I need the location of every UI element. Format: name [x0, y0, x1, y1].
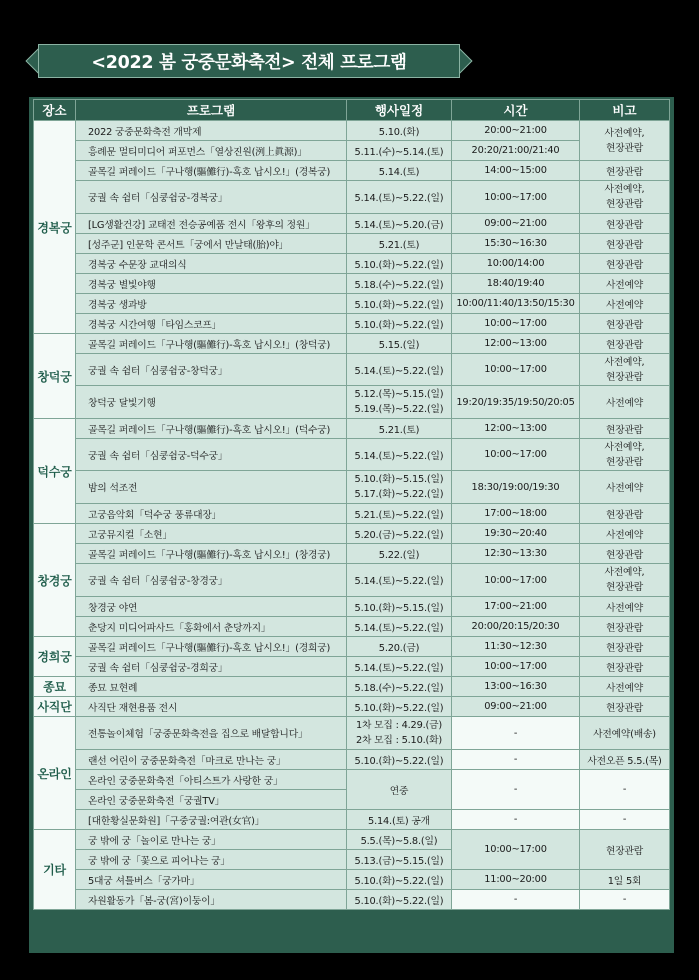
- time-cell: 20:20/21:00/21:40: [452, 141, 580, 161]
- program-cell: 자원활동가「봄-궁(宮)이둥이」: [76, 890, 347, 910]
- program-cell: 골목길 퍼레이드「구나행(驅儺行)-흑호 납시오!」(창덕궁): [76, 334, 347, 354]
- time-cell: 10:00~17:00: [452, 564, 580, 597]
- note-cell: 사전예약: [580, 294, 670, 314]
- date-cell: 5.15.(일): [347, 334, 452, 354]
- note-line: 현장관람: [605, 456, 644, 468]
- table-row: [34, 334, 670, 354]
- program-cell: 전통놀이체험「궁중문화축전을 집으로 배달합니다」: [76, 717, 347, 750]
- date-cell: 5.18.(수)~5.22.(일): [347, 274, 452, 294]
- note-cell: 현장관람: [580, 544, 670, 564]
- time-cell: -: [452, 750, 580, 770]
- date-cell: 5.10.(화)~5.15.(일): [347, 597, 452, 617]
- note-cell: 현장관람: [580, 637, 670, 657]
- note-cell: 사전예약: [580, 386, 670, 419]
- table-row: [34, 830, 670, 850]
- date-cell: 5.20.(금)~5.22.(일): [347, 524, 452, 544]
- time-cell: 13:00~16:30: [452, 677, 580, 697]
- header-note: 비고: [580, 100, 670, 121]
- time-cell: 18:30/19:00/19:30: [452, 471, 580, 504]
- date-cell: 5.14.(토): [347, 161, 452, 181]
- time-cell: 19:20/19:35/19:50/20:05: [452, 386, 580, 419]
- venue-deoksugung: 덕수궁: [34, 419, 76, 524]
- header-date: 행사일정: [347, 100, 452, 121]
- program-cell: 경복궁 생과방: [76, 294, 347, 314]
- date-cell: 5.22.(일): [347, 544, 452, 564]
- table-row: [34, 181, 670, 214]
- program-cell: 고궁음악회「덕수궁 풍류대장」: [76, 504, 347, 524]
- time-cell: 11:00~20:00: [452, 870, 580, 890]
- date-cell: 5.14.(토)~5.22.(일): [347, 564, 452, 597]
- time-cell: 17:00~18:00: [452, 504, 580, 524]
- note-cell: 현장관람: [580, 419, 670, 439]
- note-cell: 사전예약: [580, 524, 670, 544]
- note-line: 현장관람: [605, 199, 644, 210]
- table-row: [34, 439, 670, 471]
- program-cell: 궁궐 속 쉼터「심쿵쉼궁-창덕궁」: [76, 354, 347, 386]
- note-line: 사전예약,: [604, 184, 645, 195]
- table-row: [34, 750, 670, 770]
- program-cell: 궁 밖에 궁「놀이로 만나는 궁」: [76, 830, 347, 850]
- program-cell: 궁궐 속 쉼터「심쿵쉼궁-경희궁」: [76, 657, 347, 677]
- time-cell: 12:00~13:00: [452, 419, 580, 439]
- date-cell: [347, 386, 452, 419]
- program-cell: 흥례문 멀티미디어 퍼포먼스「열상진원(洌上眞源)」: [76, 141, 347, 161]
- note-cell: 현장관람: [580, 697, 670, 717]
- time-cell: 15:30~16:30: [452, 234, 580, 254]
- note-cell: [580, 181, 670, 214]
- table-row: [34, 121, 670, 141]
- note-line: 현장관람: [605, 371, 644, 383]
- program-cell: 랜선 어린이 궁중문화축전「마크로 만나는 궁」: [76, 750, 347, 770]
- note-cell: [580, 121, 670, 161]
- note-cell: 사전예약: [580, 471, 670, 504]
- header-program: 프로그램: [76, 100, 347, 121]
- venue-etc: 기타: [34, 830, 76, 910]
- program-cell: 골목길 퍼레이드「구나행(驅儺行)-흑호 납시오!」(경희궁): [76, 637, 347, 657]
- program-cell: 경복궁 시간여행「타임스코프」: [76, 314, 347, 334]
- date-cell: 5.14.(토) 공개: [347, 810, 452, 830]
- time-cell: 09:00~21:00: [452, 214, 580, 234]
- table-row: [34, 161, 670, 181]
- time-cell: 10:00~17:00: [452, 439, 580, 471]
- venue-jongmyo: 종묘: [34, 677, 76, 697]
- date-cell: 5.20.(금): [347, 637, 452, 657]
- table-row: [34, 544, 670, 564]
- table-row: [34, 524, 670, 544]
- note-cell: 현장관람: [580, 617, 670, 637]
- note-cell: [580, 564, 670, 597]
- program-cell: 골목길 퍼레이드「구나행(驅儺行)-흑호 납시오!」(경복궁): [76, 161, 347, 181]
- program-cell: 궁궐 속 쉼터「심쿵쉼궁-경복궁」: [76, 181, 347, 214]
- venue-sajikdan: 사직단: [34, 697, 76, 717]
- table-row: [34, 770, 670, 790]
- time-cell: 12:30~13:30: [452, 544, 580, 564]
- program-cell: 5대궁 셔틀버스「궁가마」: [76, 870, 347, 890]
- date-line: 5.19.(목)~5.22.(일): [354, 404, 444, 415]
- time-cell: 10:00/11:40/13:50/15:30: [452, 294, 580, 314]
- venue-gyeonghuigung: 경희궁: [34, 637, 76, 677]
- date-line: 1차 모집 : 4.29.(금): [355, 720, 443, 731]
- table-row: [34, 870, 670, 890]
- table-row: [34, 234, 670, 254]
- date-cell: 5.14.(토)~5.22.(일): [347, 439, 452, 471]
- venue-changdeokgung: 창덕궁: [34, 334, 76, 419]
- note-cell: 사전예약: [580, 274, 670, 294]
- date-cell: 5.5.(목)~5.8.(일): [347, 830, 452, 850]
- title-banner: [30, 44, 468, 78]
- table-row: [34, 890, 670, 910]
- note-cell: 현장관람: [580, 830, 670, 870]
- table-row: [34, 419, 670, 439]
- date-cell: 5.14.(토)~5.22.(일): [347, 657, 452, 677]
- table-row: [34, 471, 670, 504]
- note-cell: 사전오픈 5.5.(목): [580, 750, 670, 770]
- time-cell: -: [452, 810, 580, 830]
- time-cell: 14:00~15:00: [452, 161, 580, 181]
- table-row: [34, 141, 670, 161]
- table-row: [34, 597, 670, 617]
- table-row: [34, 354, 670, 386]
- date-cell: 5.10.(화)~5.22.(일): [347, 314, 452, 334]
- program-cell: [대한황실문화원]「구중궁궐:여관(女官)」: [76, 810, 347, 830]
- note-cell: 사전예약(배송): [580, 717, 670, 750]
- table-row: [34, 504, 670, 524]
- date-cell: 5.10.(화)~5.22.(일): [347, 870, 452, 890]
- program-table-frame: [29, 97, 674, 953]
- page-title: <2022 봄 궁중문화축전> 전체 프로그램: [38, 44, 460, 78]
- note-cell: 현장관람: [580, 161, 670, 181]
- table-row: [34, 386, 670, 419]
- note-cell: [580, 354, 670, 386]
- time-cell: 12:00~13:00: [452, 334, 580, 354]
- header-time: 시간: [452, 100, 580, 121]
- program-cell: 온라인 궁중문화축전「궁궐TV」: [76, 790, 347, 810]
- time-cell: 20:00~21:00: [452, 121, 580, 141]
- program-cell: 경복궁 수문장 교대의식: [76, 254, 347, 274]
- note-cell: 1일 5회: [580, 870, 670, 890]
- date-cell: 5.10.(화)~5.22.(일): [347, 890, 452, 910]
- program-cell: 사직단 재현용품 전시: [76, 697, 347, 717]
- table-row: [34, 214, 670, 234]
- table-row: [34, 657, 670, 677]
- time-cell: 18:40/19:40: [452, 274, 580, 294]
- note-cell: 현장관람: [580, 254, 670, 274]
- program-cell: 창덕궁 달빛기행: [76, 386, 347, 419]
- note-line: 사전예약,: [604, 567, 645, 578]
- time-cell: 11:30~12:30: [452, 637, 580, 657]
- venue-changgyeonggung: 창경궁: [34, 524, 76, 637]
- date-cell: 5.11.(수)~5.14.(토): [347, 141, 452, 161]
- time-cell: -: [452, 717, 580, 750]
- note-cell: -: [580, 890, 670, 910]
- program-cell: 골목길 퍼레이드「구나행(驅儺行)-흑호 납시오!」(덕수궁): [76, 419, 347, 439]
- note-cell: 현장관람: [580, 657, 670, 677]
- time-cell: 09:00~21:00: [452, 697, 580, 717]
- program-cell: 궁궐 속 쉼터「심쿵쉼궁-창경궁」: [76, 564, 347, 597]
- program-cell: [성주군] 인문학 콘서트「궁에서 만날태(胎)야」: [76, 234, 347, 254]
- note-cell: 현장관람: [580, 334, 670, 354]
- date-line: 5.10.(화)~5.15.(일): [354, 474, 444, 485]
- date-cell: 5.10.(화): [347, 121, 452, 141]
- note-cell: 사전예약: [580, 677, 670, 697]
- date-line: 2차 모집 : 5.10.(화): [355, 735, 443, 746]
- date-cell: 5.10.(화)~5.22.(일): [347, 254, 452, 274]
- date-line: 5.12.(목)~5.15.(일): [354, 389, 444, 400]
- venue-online: 온라인: [34, 717, 76, 830]
- note-line: 사전예약,: [604, 127, 645, 139]
- program-table: [33, 99, 670, 910]
- program-cell: 2022 궁중문화축전 개막제: [76, 121, 347, 141]
- note-cell: 현장관람: [580, 234, 670, 254]
- date-cell: 연중: [347, 770, 452, 810]
- date-cell: 5.10.(화)~5.22.(일): [347, 294, 452, 314]
- note-cell: -: [580, 810, 670, 830]
- table-row: [34, 294, 670, 314]
- date-cell: [347, 717, 452, 750]
- table-row: [34, 697, 670, 717]
- table-row: [34, 637, 670, 657]
- program-cell: 춘당지 미디어파사드「홍화에서 춘당까지」: [76, 617, 347, 637]
- table-row: [34, 254, 670, 274]
- date-cell: 5.10.(화)~5.22.(일): [347, 697, 452, 717]
- program-cell: 경복궁 별빛야행: [76, 274, 347, 294]
- table-row: [34, 677, 670, 697]
- table-row: [34, 274, 670, 294]
- program-cell: 궁궐 속 쉼터「심쿵쉼궁-덕수궁」: [76, 439, 347, 471]
- date-cell: 5.21.(토): [347, 234, 452, 254]
- time-cell: 10:00~17:00: [452, 314, 580, 334]
- date-cell: 5.21.(토)~5.22.(일): [347, 504, 452, 524]
- note-cell: [580, 439, 670, 471]
- date-cell: [347, 471, 452, 504]
- note-cell: -: [580, 770, 670, 810]
- program-cell: [LG생활건강] 교태전 전승공예품 전시「왕후의 정원」: [76, 214, 347, 234]
- note-line: 현장관람: [605, 142, 644, 154]
- date-cell: 5.14.(토)~5.22.(일): [347, 617, 452, 637]
- time-cell: 10:00/14:00: [452, 254, 580, 274]
- date-cell: 5.14.(토)~5.22.(일): [347, 181, 452, 214]
- table-row: [34, 617, 670, 637]
- time-cell: 10:00~17:00: [452, 657, 580, 677]
- time-cell: 19:30~20:40: [452, 524, 580, 544]
- table-row: [34, 717, 670, 750]
- time-cell: 17:00~21:00: [452, 597, 580, 617]
- time-cell: 20:00/20:15/20:30: [452, 617, 580, 637]
- table-row: [34, 810, 670, 830]
- note-line: 현장관람: [605, 582, 644, 593]
- table-header-row: [34, 100, 670, 121]
- time-cell: -: [452, 890, 580, 910]
- program-cell: 골목길 퍼레이드「구나행(驅儺行)-흑호 납시오!」(창경궁): [76, 544, 347, 564]
- note-cell: 사전예약: [580, 597, 670, 617]
- venue-gyeongbokgung: 경복궁: [34, 121, 76, 334]
- note-cell: 현장관람: [580, 504, 670, 524]
- time-cell: 10:00~17:00: [452, 830, 580, 870]
- program-cell: 고궁뮤지컬「소현」: [76, 524, 347, 544]
- time-cell: 10:00~17:00: [452, 354, 580, 386]
- program-cell: 온라인 궁중문화축전「아티스트가 사랑한 궁」: [76, 770, 347, 790]
- program-cell: 창경궁 야연: [76, 597, 347, 617]
- table-row: [34, 564, 670, 597]
- time-cell: -: [452, 770, 580, 810]
- note-cell: 현장관람: [580, 314, 670, 334]
- note-line: 사전예약,: [604, 441, 645, 453]
- header-place: 장소: [34, 100, 76, 121]
- program-cell: 밤의 석조전: [76, 471, 347, 504]
- date-cell: 5.13.(금)~5.15.(일): [347, 850, 452, 870]
- note-line: 사전예약,: [604, 356, 645, 368]
- date-cell: 5.14.(토)~5.20.(금): [347, 214, 452, 234]
- note-cell: 현장관람: [580, 214, 670, 234]
- date-cell: 5.21.(토): [347, 419, 452, 439]
- program-cell: 종묘 묘현례: [76, 677, 347, 697]
- program-cell: 궁 밖에 궁「꽃으로 피어나는 궁」: [76, 850, 347, 870]
- table-row: [34, 314, 670, 334]
- time-cell: 10:00~17:00: [452, 181, 580, 214]
- date-line: 5.17.(화)~5.22.(일): [354, 489, 444, 500]
- date-cell: 5.18.(수)~5.22.(일): [347, 677, 452, 697]
- date-cell: 5.14.(토)~5.22.(일): [347, 354, 452, 386]
- date-cell: 5.10.(화)~5.22.(일): [347, 750, 452, 770]
